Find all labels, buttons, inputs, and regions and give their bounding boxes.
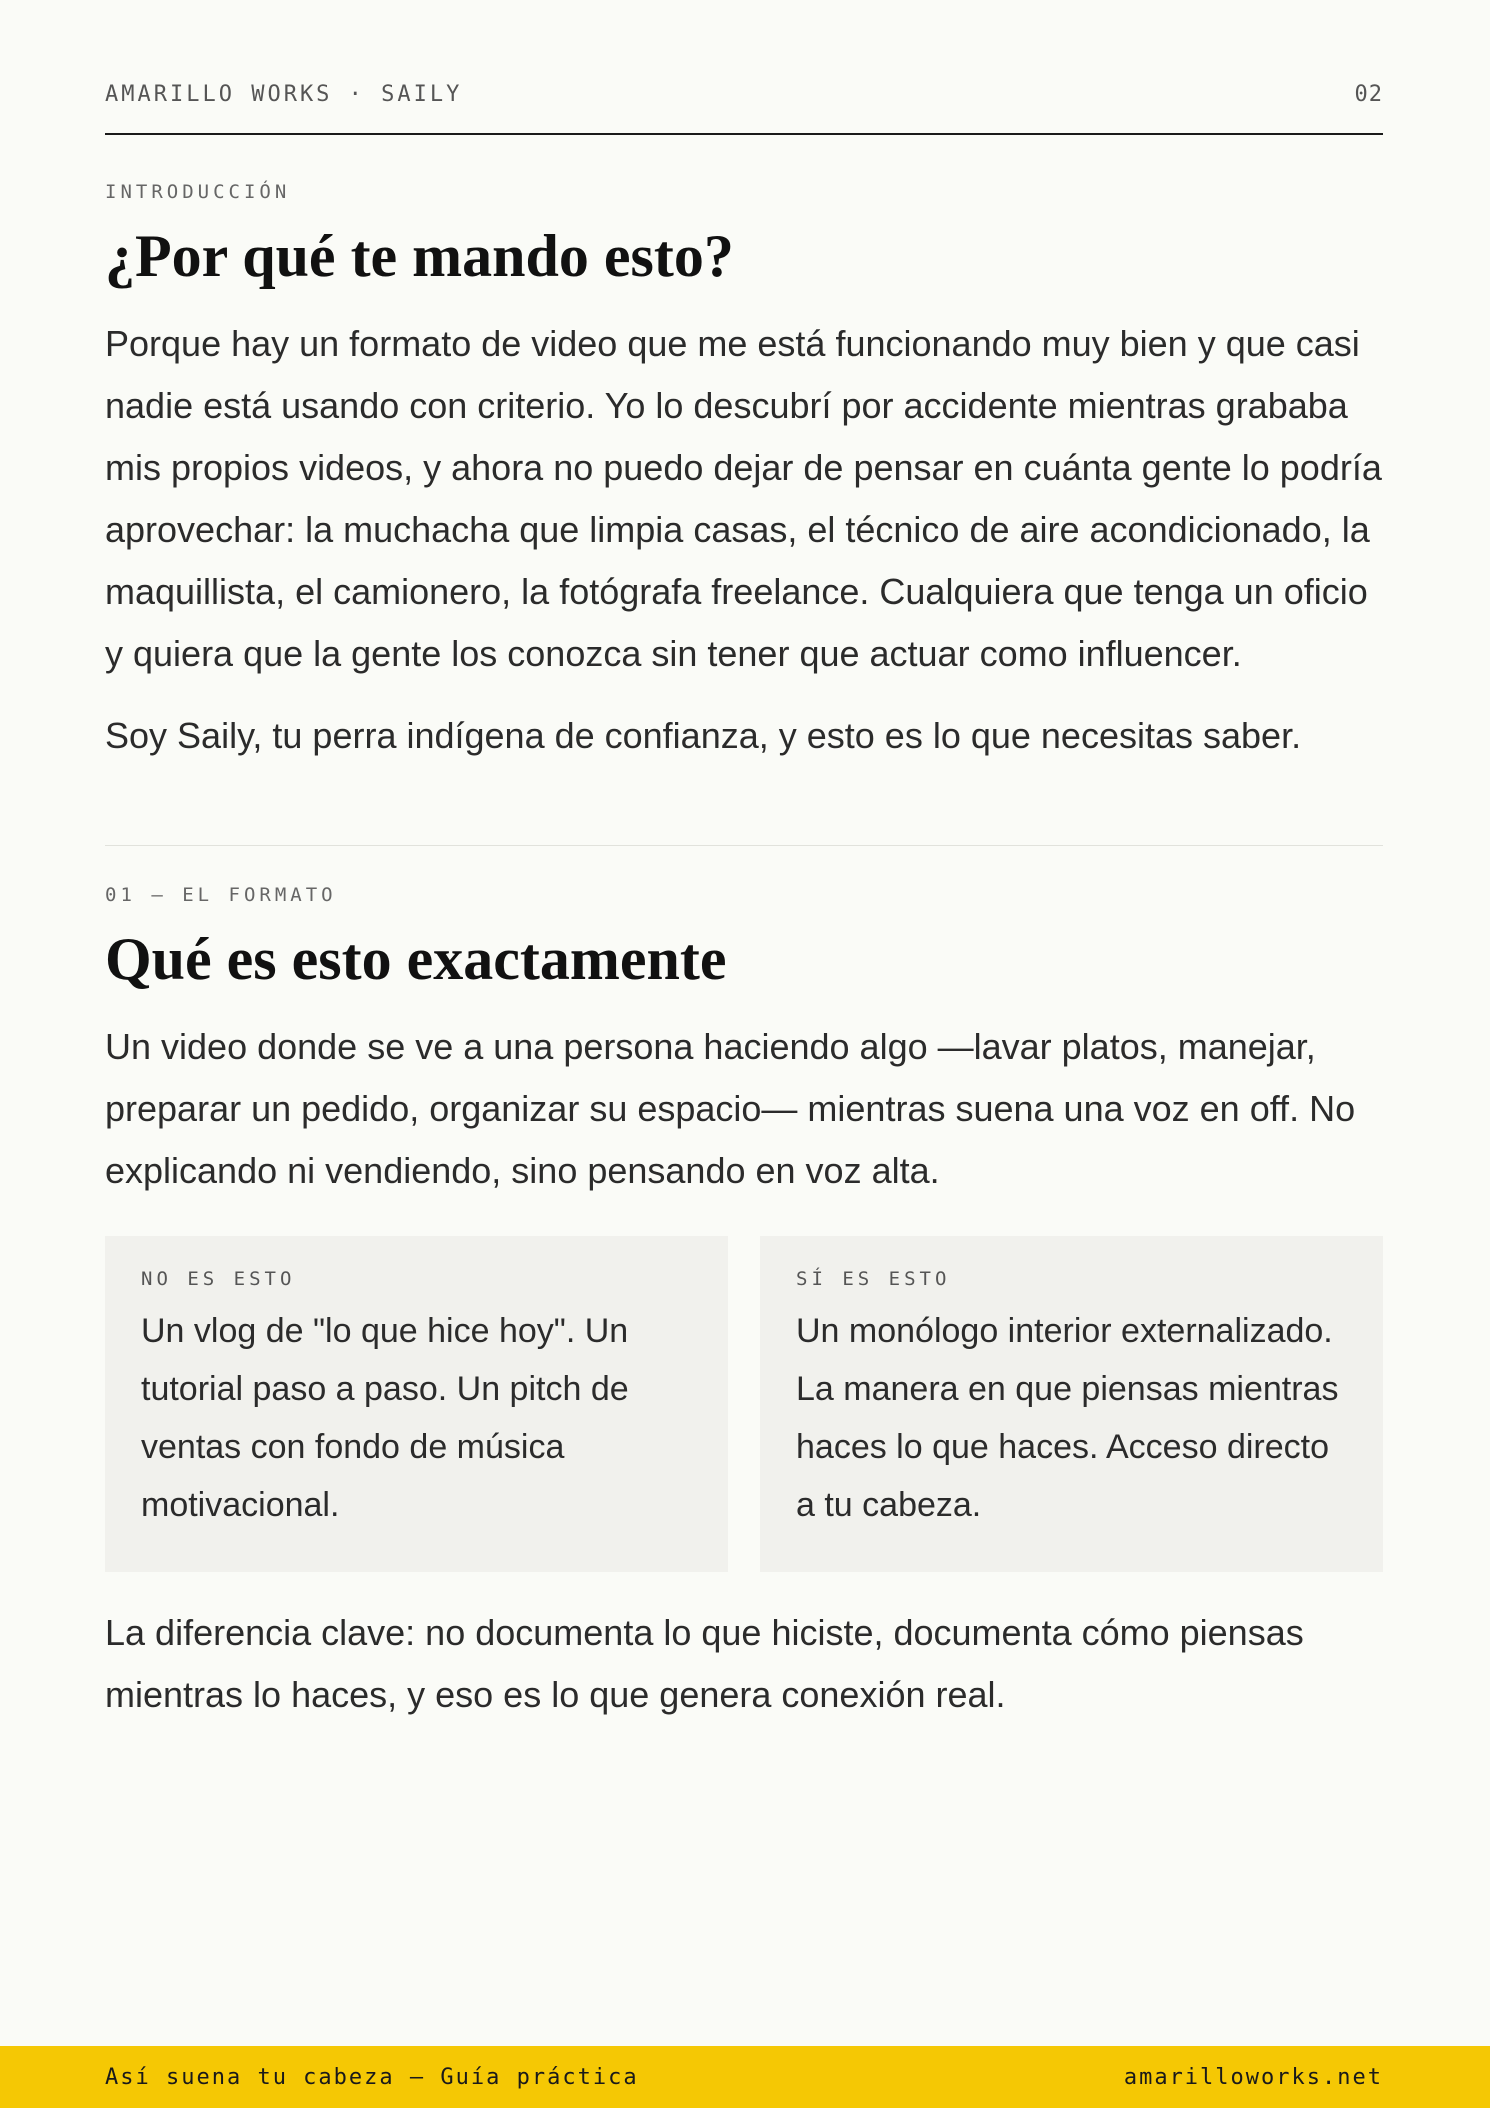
brand-label: AMARILLO WORKS · SAILY: [105, 82, 463, 107]
card-yes-this-tag: SÍ ES ESTO: [796, 1268, 951, 1290]
card-not-this-text: Un vlog de "lo que hice hoy". Un tutorial paso a paso. Un pitch de ventas con fondo de música motivacional.: [141, 1312, 629, 1524]
footer-website-link[interactable]: amarilloworks.net: [1123, 2064, 1383, 2090]
card-yes-this-text: Un monólogo interior externalizado. La manera en que piensas mientras haces lo que haces. Acceso directo a tu cabeza.: [796, 1312, 1339, 1524]
page-number: 02: [1354, 82, 1383, 107]
page-footer: [0, 2046, 1490, 2108]
footer-guide-title: Así suena tu cabeza — Guía práctica: [105, 2064, 639, 2090]
intro-eyebrow: INTRODUCCIÓN: [105, 181, 291, 203]
comparison-cards: [105, 1236, 1383, 1572]
intro-title: ¿Por qué te mando esto?: [105, 223, 734, 289]
card-not-this-tag: NO ES ESTO: [141, 1268, 296, 1290]
intro-section: [105, 181, 1383, 767]
format-paragraph: Un video donde se ve a una persona haciendo algo —lavar platos, manejar, preparar un pedido, organizar su espacio— mientras suena una voz en off. No explicando ni vendiendo, sino pensando en voz alta.: [105, 1026, 1356, 1191]
page: [105, 0, 1383, 1726]
format-title: Qué es esto exactamente: [105, 926, 727, 992]
format-closing-paragraph: La diferencia clave: no documenta lo que hiciste, documenta cómo piensas mientras lo haces, y eso es lo que genera conexión real.: [105, 1612, 1304, 1715]
card-not-this: [105, 1236, 728, 1572]
section-divider: [105, 845, 1383, 846]
intro-paragraph-1: Porque hay un formato de video que me está funcionando muy bien y que casi nadie está usando con criterio. Yo lo descubrí por accidente mientras grababa mis propios videos, y ahora no puedo dejar de pensar en cuánta gente lo podría aprovechar: la muchacha que limpia casas, el técnico de aire acondicionado, la maquillista, el camionero, la fotógrafa freelance. Cualquiera que tenga un oficio y quiera que la gente los conozca sin tener que actuar como influencer.: [105, 323, 1382, 674]
format-eyebrow: 01 — EL FORMATO: [105, 884, 337, 906]
page-header: [105, 0, 1383, 135]
intro-paragraph-2: Soy Saily, tu perra indígena de confianza, y esto es lo que necesitas saber.: [105, 715, 1302, 756]
card-yes-this: [760, 1236, 1383, 1572]
format-section: [105, 884, 1383, 1726]
